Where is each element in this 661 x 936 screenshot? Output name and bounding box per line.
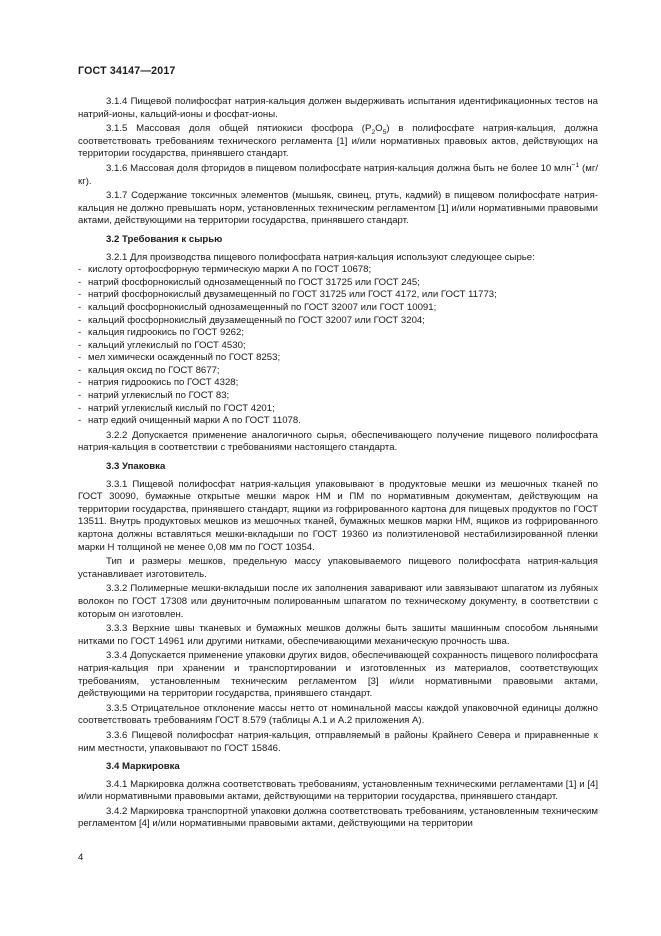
list-item: - мел химически осажденный по ГОСТ 8253; <box>78 352 281 364</box>
list-item: - натр едкий очищенный марки А по ГОСТ 11078. <box>78 415 301 427</box>
paragraph-3-3-2: 3.3.2 Полимерные мешки-вкладыши после их заполнения заваривают или завязывают шпагатом из лубяных волокон по ГОСТ 17308 или двуниточным полированным шпагатом по техническому документу, в соответствии с которым он изготовлен. <box>78 583 598 620</box>
paragraph-3-3-6: 3.3.6 Пищевой полифосфат натрия-кальция, отправляемый в районы Крайнего Севера и приравненные к ним местности, упаковывают по ГОСТ 15846. <box>78 729 598 754</box>
raw-materials-list <box>78 264 598 428</box>
paragraph-3-2-2: 3.2.2 Допускается применение аналогичного сырья, обеспечивающего получение пищевого полифосфата натрия-кальция в соответствии с требованиями настоящего стандарта. <box>78 429 598 454</box>
section-heading-3-4: 3.4 Маркировка <box>106 761 180 773</box>
paragraph-3-3-5: 3.3.5 Отрицательное отклонение массы нетто от номинальной массы каждой упаковочной единицы должно соответствовать требованиям ГОСТ 8.579 (таблицы А.1 и А.2 приложения А). <box>78 702 598 727</box>
list-item: - натрий углекислый по ГОСТ 83; <box>78 390 230 402</box>
list-item: - натрия гидроокись по ГОСТ 4328; <box>78 377 239 389</box>
list-item: - кальция гидроокись по ГОСТ 9262; <box>78 327 244 339</box>
page-number: 4 <box>78 852 84 863</box>
paragraph-3-1-7: 3.1.7 Содержание токсичных элементов (мышьяк, свинец, ртуть, кадмий) в пищевом полифосфате натрия-кальция не должно превышать норм, установленных техническим регламентом [1] и/или нормативными правовыми актами, действующими на территории государства, принявшего стандарт. <box>78 190 598 227</box>
list-item: - кислоту ортофосфорную термическую марки А по ГОСТ 10678; <box>78 264 372 276</box>
list-item: - натрий фосфорнокислый однозамещенный по ГОСТ 31725 или ГОСТ 245; <box>78 276 420 288</box>
document-body <box>78 96 598 831</box>
paragraph-3-3-1-continued: Тип и размеры мешков, предельную массу упаковываемого пищевого полифосфата натрия-кальция устанавливает изготовитель. <box>78 556 598 580</box>
list-item: - кальция оксид по ГОСТ 8677; <box>78 364 220 376</box>
paragraph-3-2-1: 3.2.1 Для производства пищевого полифосфата натрия-кальция используют следующее сырье: <box>106 251 535 263</box>
paragraph-3-1-4: 3.1.4 Пищевой полифосфат натрия-кальция должен выдерживать испытания идентификационных тестов на натрий-ионы, кальций-ионы и фосфат-ионы. <box>78 96 598 120</box>
paragraph-3-4-2: 3.4.2 Маркировка транспортной упаковки должна соответствовать требованиям, установленным техническим регламентом [4] и/или нормативными правовыми актами, действующими на территории <box>78 805 598 830</box>
list-item: - натрий углекислый кислый по ГОСТ 4201; <box>78 402 275 414</box>
list-item: - кальций фосфорнокислый однозамещенный по ГОСТ 32007 или ГОСТ 10091; <box>78 301 437 313</box>
paragraph-3-3-3: 3.3.3 Верхние швы тканевых и бумажных мешков должны быть зашиты машинным способом льняными нитками по ГОСТ 14961 или другими нитками, обеспечивающими механическую прочность шва. <box>78 623 598 647</box>
list-item: - натрий фосфорнокислый двузамещенный по ГОСТ 31725 или ГОСТ 4172, или ГОСТ 11773; <box>78 289 497 301</box>
list-item: - кальций углекислый по ГОСТ 4530; <box>78 339 246 351</box>
document-header: ГОСТ 34147—2017 <box>78 65 176 77</box>
paragraph-3-3-1: 3.3.1 Пищевой полифосфат натрия-кальция упаковывают в продуктовые мешки из мешочных тканей по ГОСТ 30090, бумажные открытые мешки марок НМ и ПМ по нормативным документам, действующим на территории государства, принявшего стандарт, ящики из гофрированного картона для пищевых продуктов по ГОСТ 13511. Внутрь продуктовых мешков из мешочных тканей, бумажных мешков марки НМ, ящиков из гофрированного картона должны вставляться мешки-вкладыши по ГОСТ 19360 из полиэтиленовой нестабилизированной пленки марки Н толщиной не менее 0,08 мм по ГОСТ 10354. <box>78 478 598 553</box>
paragraph-3-1-6: 3.1.6 Массовая доля фторидов в пищевом полифосфате натрия-кальция должна быть не более 10 млн$^{-1}$ (мг/кг). <box>78 161 598 187</box>
paragraph-3-1-5: 3.1.5 Массовая доля общей пятиокиси фосфора $(P_2O_5)$ в полифосфате натрия-кальция, должна соответствовать требованиям технического регламента [1] и/или нормативных правовых актов, действующих на территории государства, принявшего стандарт. <box>78 123 598 160</box>
list-item: - кальций фосфорнокислый двузамещенный по ГОСТ 32007 или ГОСТ 3204; <box>78 314 425 326</box>
section-heading-3-3: 3.3 Упаковка <box>106 461 166 473</box>
paragraph-3-4-1: 3.4.1 Маркировка должна соответствовать требованиям, установленным техническими регламентами [1] и [4] и/или нормативными правовыми актами, действующими на территории государства, принявшего стандарт. <box>78 778 598 803</box>
section-heading-3-2: 3.2 Требования к сырью <box>106 233 223 245</box>
paragraph-3-3-4: 3.3.4 Допускается применение упаковки других видов, обеспечивающей сохранность пищевого полифосфата натрия-кальция при хранении и транспортировании и изготовленных из материалов, соответствующих требованиям, установленным техническим регламентом [3] и/или нормативными правовыми актами, действующими на территории государства, принявшего стандарт. <box>78 650 598 700</box>
